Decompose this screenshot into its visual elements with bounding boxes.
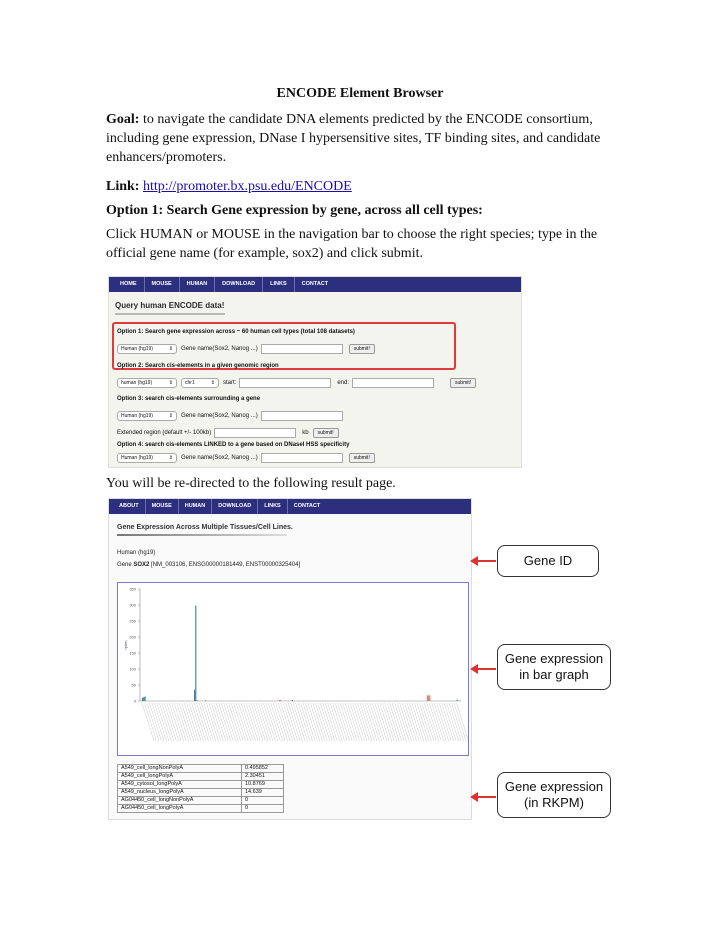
bar [457,700,458,701]
x-tick-label [296,703,308,741]
table-row [118,805,284,813]
x-tick-label [434,703,446,741]
sample-name-cell: AG04450_cell_longPolyA [118,805,242,813]
x-tick-label [313,703,325,741]
option1-row [117,344,375,354]
gene-name-label-4: Gene name(Sox2, Nanog ...) [181,455,258,461]
x-tick-label [179,703,191,741]
option3-label: Option 3: search cis-elements surrounding a gene [117,396,261,402]
x-tick-label [192,703,204,741]
x-tick-label [278,703,290,741]
sample-name-cell: A549_cell_longNonPolyA [118,765,242,773]
x-tick-label [308,703,320,741]
x-tick-label [385,703,397,741]
nav-links[interactable]: LINKS [258,499,288,514]
gene-name-input-4[interactable] [261,453,343,463]
bar [194,690,195,701]
x-tick-label [414,703,426,741]
nav-about[interactable]: ABOUT [113,499,146,514]
y-tick-label: 50 [131,682,136,688]
bar [279,700,280,701]
x-tick-label [199,703,211,741]
link-label: Link: [106,179,140,194]
x-tick-label [407,703,419,741]
nav-home[interactable]: HOME [113,277,145,292]
x-tick-label [382,703,394,741]
x-tick-label [365,703,377,741]
submit-button-3[interactable]: submit! [313,428,339,438]
query-nav-bar [109,277,521,292]
x-tick-label [345,703,357,741]
x-tick-label [305,703,317,741]
bar [144,697,145,701]
x-tick-label [266,703,278,741]
x-tick-label [214,703,226,741]
y-tick-label: 100 [129,666,136,672]
x-tick-label [405,703,417,741]
rkpm-value-cell: 0 [242,805,284,813]
x-tick-label [276,703,288,741]
nav-contact[interactable]: CONTACT [293,503,321,509]
x-tick-label [258,703,270,741]
result-page-screenshot [108,498,472,820]
bar [428,696,429,701]
x-tick-label [182,703,194,741]
x-tick-label [206,703,218,741]
callout-bar-graph-line2: in bar graph [519,667,589,682]
table-row [118,781,284,789]
gene-symbol: SOX2 [133,562,150,568]
extended-region-label: Extended region (default +/- 100kb) [117,430,212,436]
bar [142,698,143,701]
rkpm-table [117,764,284,813]
x-tick-label [303,703,315,741]
callout-gene-id-text: Gene ID [523,553,573,568]
x-tick-label [187,703,199,741]
x-tick-label [320,703,332,741]
x-tick-label [310,703,322,741]
expression-chart-frame [117,582,469,756]
x-tick-label [338,703,350,741]
link-paragraph [106,177,626,196]
encode-link[interactable]: http://promoter.bx.psu.edu/ENCODE [142,179,352,194]
x-tick-label [390,703,402,741]
updown-icon: ⇕ [168,380,173,386]
x-tick-label [263,703,275,741]
redirect-text: You will be re-directed to the following result page. [106,476,396,491]
end-label: end: [337,380,350,386]
extended-region-row [117,428,339,438]
x-tick-label [204,703,216,741]
x-tick-label [370,703,382,741]
option1-heading: Option 1: Search Gene expression by gene, across all cell types: [106,203,483,218]
x-tick-label [154,703,166,741]
submit-button-4[interactable]: submit! [349,453,375,463]
x-tick-label [301,703,313,741]
x-tick-label [196,703,208,741]
gene-name-label-3: Gene name(Sox2, Nanog ...) [181,413,258,419]
genome-label: Human (hg19) [117,550,156,556]
nav-mouse[interactable]: MOUSE [145,277,180,292]
callout-gene-id [497,545,599,577]
option4-label: Option 4: search cis-elements LINKED to a gene based on DNaseI HSS specificity [117,442,350,448]
submit-button-2[interactable]: submit! [450,378,476,388]
x-tick-label [449,703,461,741]
x-tick-label [239,703,251,741]
x-tick-label [273,703,285,741]
updown-icon: ⇕ [210,380,215,386]
nav-links[interactable]: LINKS [263,277,295,292]
x-tick-label [253,703,265,741]
x-tick-label [419,703,431,741]
x-tick-label [343,703,355,741]
bar [429,695,430,701]
x-tick-label [226,703,238,741]
bar [292,700,293,701]
gene-name-input-1[interactable] [261,344,343,354]
x-tick-label [291,703,303,741]
x-tick-label [427,703,439,741]
y-axis-label: rpkm [123,640,128,650]
x-tick-label [439,703,451,741]
x-tick-label [169,703,181,741]
x-tick-label [397,703,409,741]
goal-label: Goal: [106,112,140,127]
x-tick-label [348,703,360,741]
x-tick-label [392,703,404,741]
x-tick-label [452,703,464,741]
species-select-3[interactable]: Human (hg19) ⇕ [117,411,177,421]
x-tick-label [323,703,335,741]
x-tick-label [400,703,412,741]
extended-region-input[interactable] [214,428,296,438]
nav-contact[interactable]: CONTACT [301,281,329,287]
kb-label: kb [302,430,309,436]
y-tick-label: 0 [133,698,136,704]
x-tick-label [164,703,176,741]
x-tick-label [234,703,246,741]
x-tick-label [268,703,280,741]
x-tick-label [375,703,387,741]
x-tick-label [402,703,414,741]
x-tick-label [216,703,228,741]
end-input[interactable] [352,378,434,388]
x-tick-label [288,703,300,741]
x-tick-label [162,703,174,741]
rkpm-value-cell: 0.495852 [242,765,284,773]
query-page-screenshot [108,276,522,468]
callout-rkpm-line1: Gene expression [504,779,604,794]
x-tick-label [167,703,179,741]
sample-name-cell: AG04450_cell_longNonPolyA [118,797,242,805]
result-title-underline [117,534,287,536]
gene-line [117,562,471,568]
species-select-2[interactable]: human (hg19) ⇕ [117,378,177,388]
x-tick-label [357,703,369,741]
x-tick-label [395,703,407,741]
x-tick-label [189,703,201,741]
rkpm-value-cell: 0 [242,797,284,805]
x-tick-label [283,703,295,741]
x-tick-label [372,703,384,741]
x-tick-label [298,703,310,741]
x-tick-label [377,703,389,741]
x-tick-label [221,703,233,741]
x-tick-label [362,703,374,741]
document-title: ENCODE Element Browser [276,86,444,101]
x-tick-label [231,703,243,741]
query-title: Query human ENCODE data! [115,301,225,310]
gene-name-label-1: Gene name(Sox2, Nanog ...) [181,346,258,352]
x-tick-label [184,703,196,741]
nav-human[interactable]: HUMAN [180,277,215,292]
x-tick-label [241,703,253,741]
y-tick-label: 350 [129,586,136,592]
updown-icon: ⇕ [168,346,173,352]
y-tick-label: 200 [129,634,136,640]
species-select-1[interactable]: Human (hg19) ⇕ [117,344,177,354]
x-tick-label [429,703,441,741]
title-underline [115,313,225,315]
callout-rkpm-line2: (in RKPM) [524,795,584,810]
arrow-rkpm [476,796,496,798]
updown-icon: ⇕ [168,455,173,461]
x-tick-label [142,703,154,741]
sample-name-cell: A549_cytosol_longPolyA [118,781,242,789]
sample-name-cell: A549_nucleus_longPolyA [118,789,242,797]
callout-rkpm [497,772,611,818]
x-tick-label [355,703,367,741]
y-tick-label: 250 [129,618,136,624]
x-tick-label [147,703,159,741]
x-tick-label [330,703,342,741]
rkpm-value-cell: 2.30451 [242,773,284,781]
option2-label: Option 2: Search cis-elements in a given genomic region [117,363,279,369]
x-tick-label [432,703,444,741]
table-row [118,765,284,773]
x-tick-label [340,703,352,741]
x-tick-label [315,703,327,741]
x-tick-label [293,703,305,741]
rkpm-value-cell: 10.8769 [242,781,284,789]
x-tick-label [424,703,436,741]
x-tick-label [251,703,263,741]
x-tick-label [261,703,273,741]
nav-human[interactable]: HUMAN [179,499,212,514]
start-label: start: [223,380,237,386]
updown-icon: ⇕ [168,413,173,419]
start-input[interactable] [239,378,331,388]
x-tick-label [177,703,189,741]
table-row [118,789,284,797]
callout-bar-graph-line1: Gene expression [504,651,604,666]
x-tick-label [444,703,456,741]
x-tick-label [229,703,241,741]
x-tick-label [325,703,337,741]
x-tick-label [209,703,221,741]
goal-text: to navigate the candidate DNA elements predicted by the ENCODE consortium, including gene expression, DNase I hypersensitive sites, TF binding sites, and candidate enhancers/promoters. [106,112,601,165]
gene-ids: [NM_003106, ENSG00000181449, ENST00000325404] [149,562,301,568]
option2-row [117,378,476,388]
species-select-4[interactable]: Human (hg19) ⇕ [117,453,177,463]
option3-row [117,411,349,421]
x-tick-label [335,703,347,741]
bar [143,697,144,701]
expression-bar-chart [118,583,468,755]
x-tick-label [447,703,459,741]
x-tick-label [286,703,298,741]
x-tick-label [333,703,345,741]
y-tick-label: 150 [129,650,136,656]
x-tick-label [157,703,169,741]
x-tick-label [211,703,223,741]
x-tick-label [353,703,365,741]
nav-download[interactable]: DOWNLOAD [215,277,263,292]
x-tick-label [328,703,340,741]
x-tick-label [244,703,256,741]
x-tick-label [367,703,379,741]
gene-prefix: Gene [117,562,132,568]
x-tick-label [174,703,186,741]
x-tick-label [318,703,330,741]
x-tick-label [454,703,466,741]
x-tick-label [387,703,399,741]
x-tick-label [236,703,248,741]
x-tick-label [457,703,468,741]
x-tick-label [172,703,184,741]
x-tick-label [380,703,392,741]
x-tick-label [412,703,424,741]
x-tick-label [281,703,293,741]
x-tick-label [409,703,421,741]
x-tick-label [442,703,454,741]
y-tick-label: 300 [129,602,136,608]
arrow-bar-graph [476,668,496,670]
instructions-paragraph: Click HUMAN or MOUSE in the navigation bar to choose the right species; type in the official gene name (for example, sox2) and click submit. [106,227,598,261]
x-tick-label [248,703,260,741]
rkpm-value-cell: 14.639 [242,789,284,797]
sample-name-cell: A549_cell_longPolyA [118,773,242,781]
x-tick-label [271,703,283,741]
x-tick-label [149,703,161,741]
x-tick-label [144,703,156,741]
x-tick-label [159,703,171,741]
bar [195,606,196,701]
result-title: Gene Expression Across Multiple Tissues/Cell Lines. [117,524,293,531]
x-tick-label [194,703,206,741]
bar [205,700,206,701]
table-row [118,773,284,781]
x-tick-label [201,703,213,741]
chr-select[interactable]: chr1 ⇕ [181,378,219,388]
table-row [118,797,284,805]
x-tick-label [422,703,434,741]
x-tick-label [246,703,258,741]
x-tick-label [219,703,231,741]
bar [196,700,197,701]
callout-bar-graph [497,644,611,690]
bar [427,695,428,701]
option4-row [117,453,375,463]
x-tick-label [350,703,362,741]
arrow-gene-id [476,560,496,562]
x-tick-label [360,703,372,741]
x-tick-label [256,703,268,741]
nav-mouse[interactable]: MOUSE [146,499,179,514]
result-nav-bar [109,499,471,514]
x-tick-label [417,703,429,741]
x-tick-label [224,703,236,741]
option1-label: Option 1: Search gene expression across ~ 60 human cell types (total 108 datasets) [117,329,355,335]
x-tick-label [152,703,164,741]
nav-download[interactable]: DOWNLOAD [212,499,258,514]
goal-paragraph [106,110,626,167]
submit-button-1[interactable]: submit! [349,344,375,354]
x-tick-label [437,703,449,741]
gene-name-input-3[interactable] [261,411,343,421]
